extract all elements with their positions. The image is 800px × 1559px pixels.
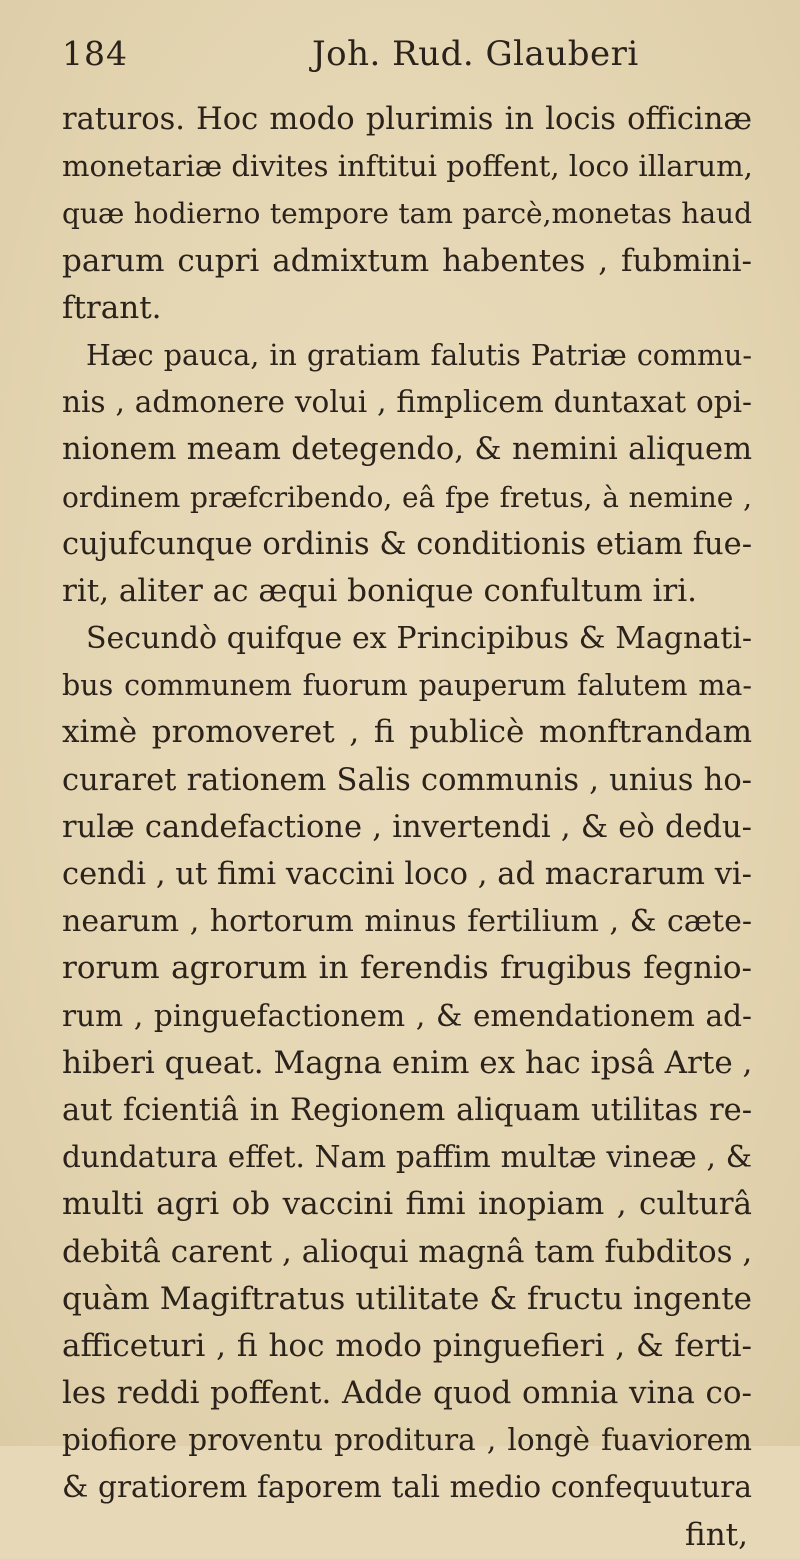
- running-head: Joh. Rud. Glauberi: [312, 34, 639, 74]
- catchword-line: fint,: [685, 1516, 748, 1553]
- text-line: raturos. Hoc modo plurimis in locis officinæ: [62, 102, 752, 137]
- text-line: curaret rationem Salis communis , unius ho-: [62, 762, 752, 798]
- text-line: monetariæ divites inftitui poffent, loco illarum,: [62, 149, 753, 184]
- text-line: debitâ carent , alioqui magnâ tam fubditos ,: [62, 1233, 753, 1270]
- paragraph-start-line: Hæc pauca, in gratiam falutis Patriæ commu-: [86, 338, 752, 372]
- text-line: ximè promoveret , fi publicè monftrandam: [62, 714, 752, 751]
- text-line: cendi , ut fimi vaccini loco , ad macrarum vi-: [62, 857, 752, 892]
- text-line: nearum , hortorum minus fertilium , & cæte-: [62, 904, 752, 940]
- page-header: [62, 34, 752, 84]
- text-line: rorum agrorum in ferendis frugibus fegnio-: [62, 950, 752, 987]
- text-line: ftrant.: [62, 289, 162, 326]
- text-line: nionem meam detegendo, & nemini aliquem: [62, 432, 752, 468]
- text-line: rulæ candefactione , invertendi , & eò dedu-: [62, 809, 752, 845]
- text-line: nis , admonere volui , fimplicem duntaxat opi-: [62, 385, 752, 420]
- text-line: les reddi poffent. Adde quod omnia vina co-: [62, 1375, 752, 1412]
- text-line: rum , pinguefactionem , & emendationem ad-: [62, 998, 752, 1033]
- text-line: & gratiorem faporem tali medio confequutura: [62, 1470, 752, 1505]
- text-line: aut fcientiâ in Regionem aliquam utilitas re-: [62, 1092, 752, 1128]
- text-line: quæ hodierno tempore tam parcè,monetas haud: [62, 197, 752, 231]
- text-line: cujufcunque ordinis & conditionis etiam fue-: [62, 526, 752, 562]
- text-line: hiberi queat. Magna enim ex hac ipsâ Arte ,: [62, 1044, 753, 1081]
- text-line: afficeturi , fi hoc modo pinguefieri , & ferti-: [62, 1327, 752, 1364]
- page-number: 184: [62, 34, 128, 73]
- text-line: bus communem fuorum pauperum falutem ma-: [62, 669, 752, 703]
- paragraph-start-line: Secundò quifque ex Principibus & Magnati-: [86, 621, 752, 657]
- text-line: dundatura effet. Nam paffim multæ vineæ , &: [62, 1140, 752, 1175]
- text-line: ordinem præfcribendo, eâ fpe fretus, à nemine ,: [62, 480, 752, 514]
- text-line: piofiore proventu proditura , longè fuaviorem: [62, 1423, 752, 1458]
- text-line: rit, aliter ac æqui bonique confultum iri.: [62, 572, 698, 609]
- body-text: [62, 96, 752, 1559]
- text-line: quàm Magiftratus utilitate & fructu ingente: [62, 1280, 752, 1317]
- text-line: multi agri ob vaccini fimi inopiam , culturâ: [62, 1186, 752, 1223]
- text-line: parum cupri admixtum habentes , fubmini-: [62, 242, 752, 279]
